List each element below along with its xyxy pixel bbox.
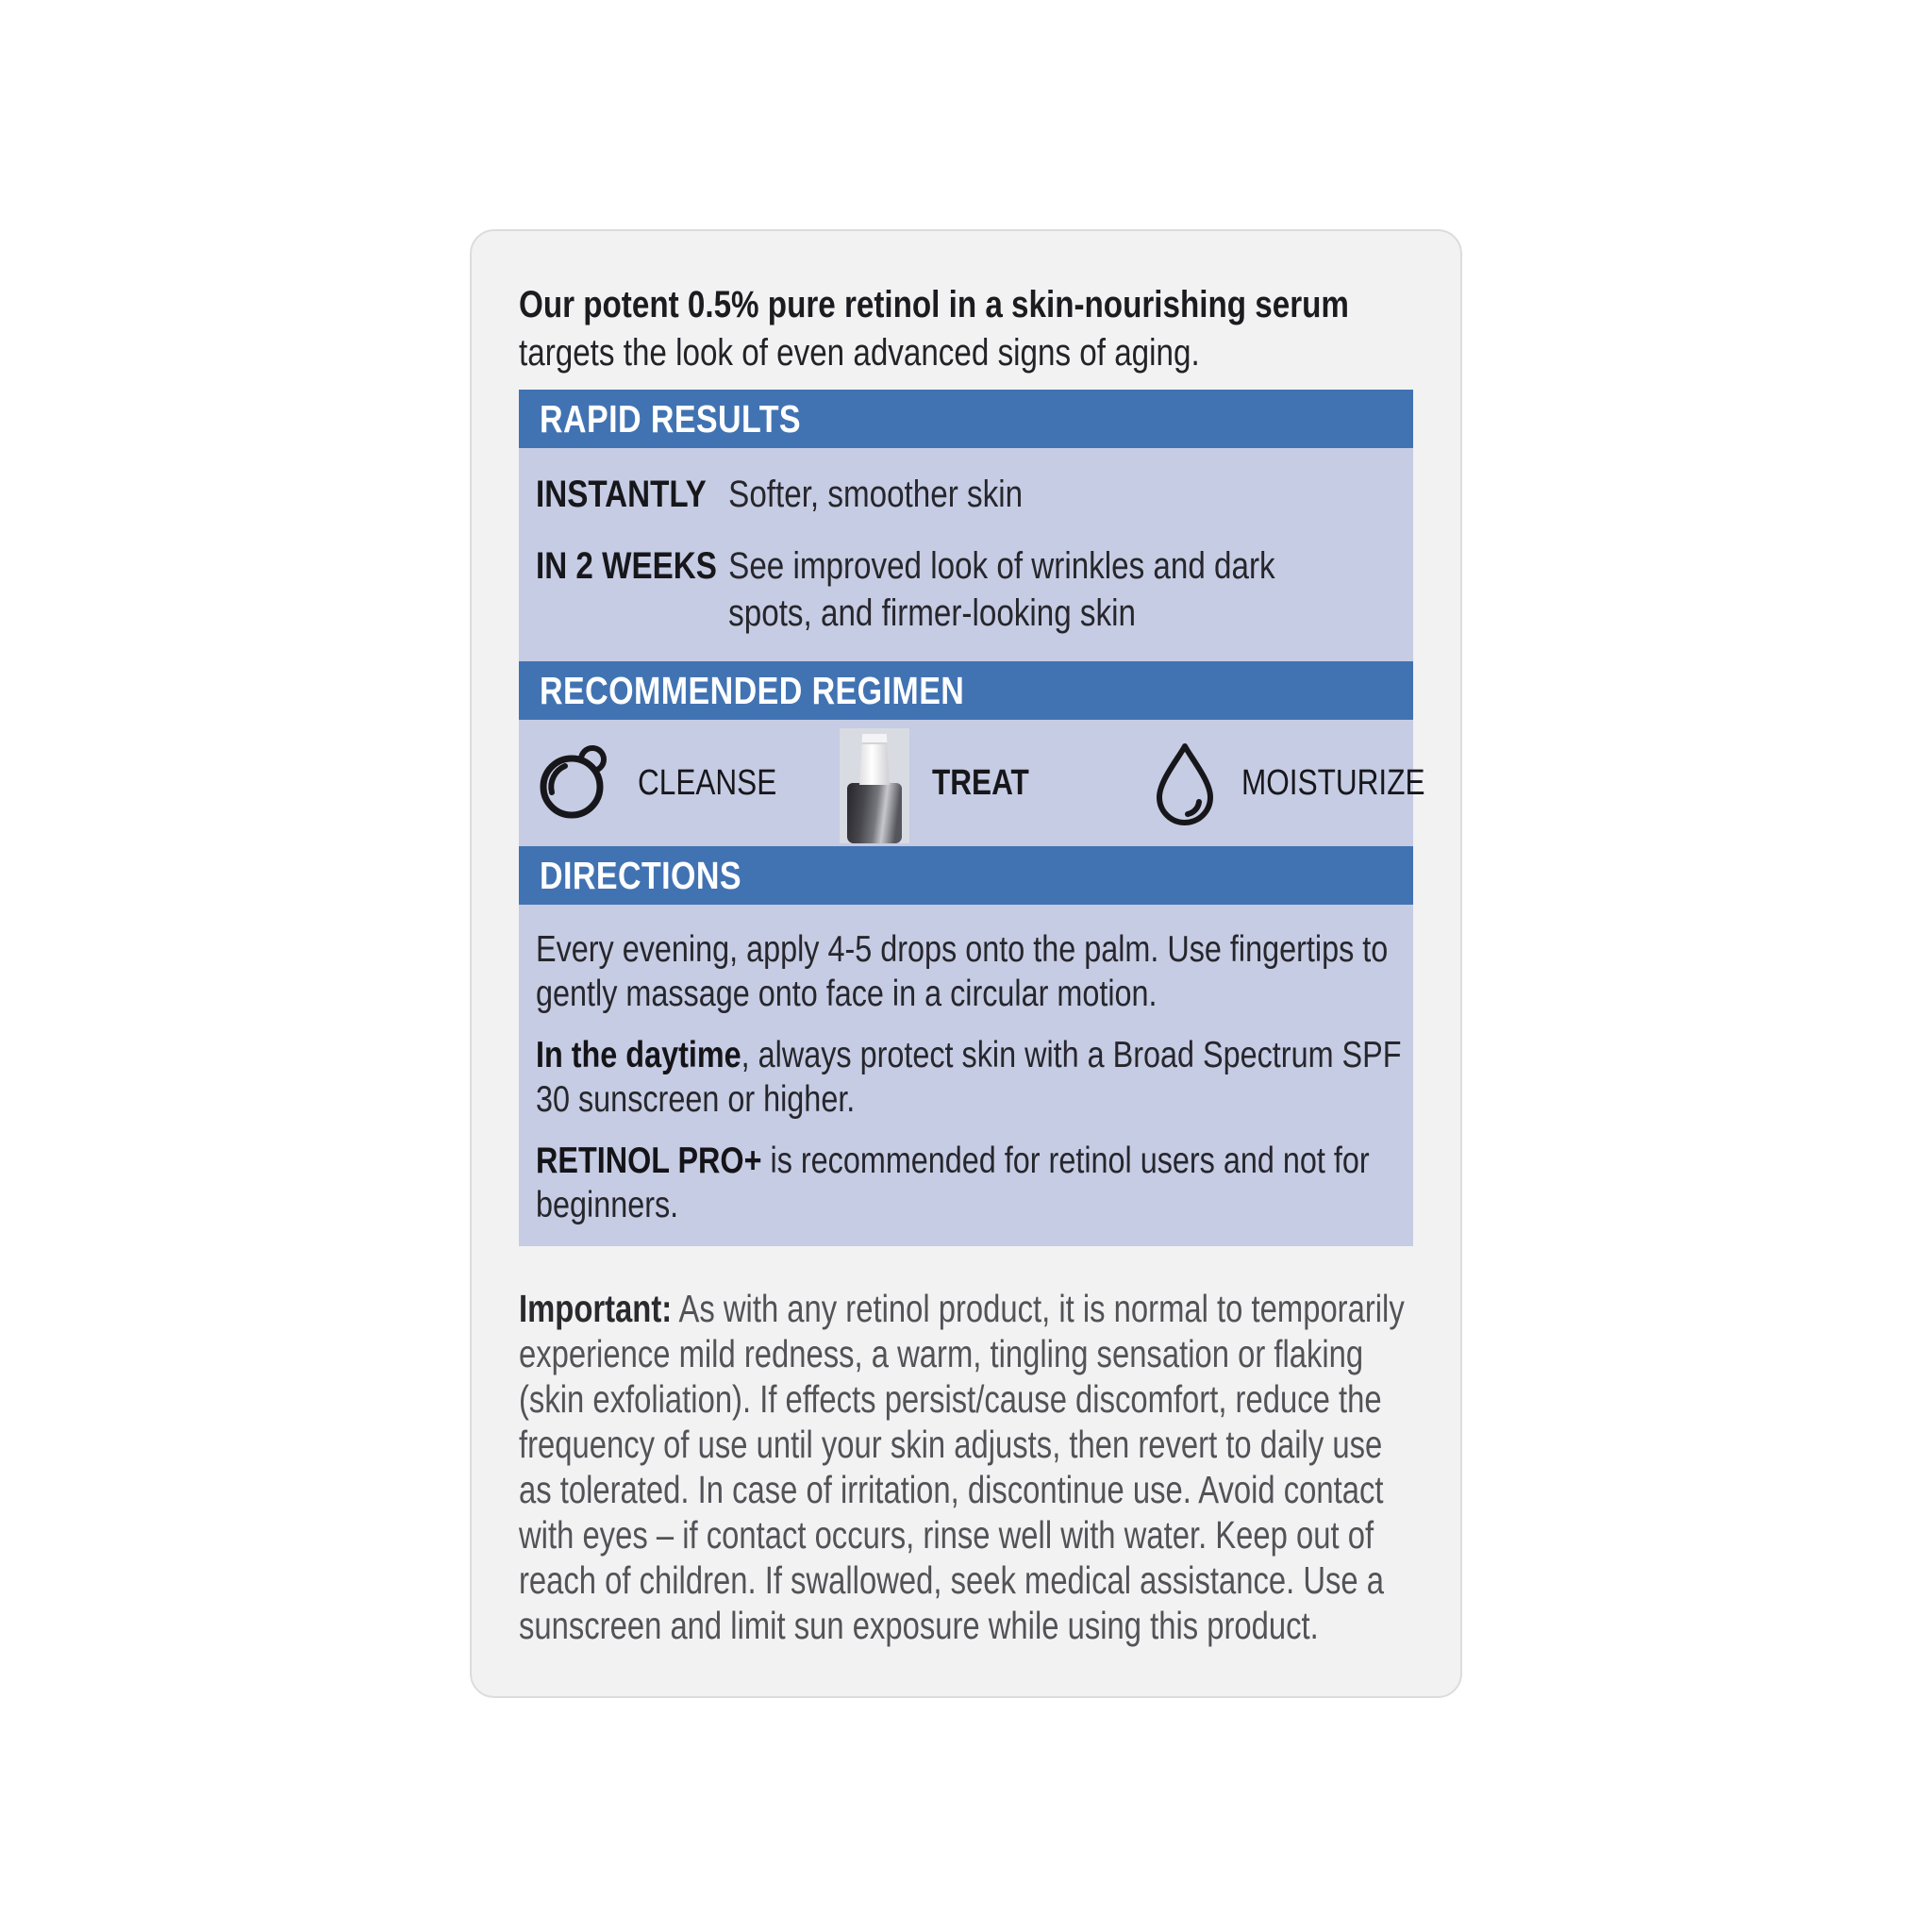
directions-paragraph-retinol-pro bbox=[536, 1139, 1413, 1227]
regimen-step-moisturize bbox=[1151, 740, 1462, 826]
rapid-results-header-text: RAPID RESULTS bbox=[540, 396, 802, 441]
directions-panel bbox=[519, 905, 1413, 1246]
regimen-step-cleanse bbox=[536, 740, 840, 826]
intro-paragraph bbox=[519, 281, 1413, 377]
intro-bold-line: Our potent 0.5% pure retinol in a skin-nourishing serum bbox=[519, 284, 1349, 325]
directions-header-bar bbox=[519, 846, 1413, 905]
result-row-text: See improved look of wrinkles and dark spots, and firmer-looking skin bbox=[728, 545, 1275, 634]
label-content bbox=[472, 281, 1460, 1648]
paragraph-text: is recommended for retinol users and not for beginners. bbox=[536, 1141, 1370, 1225]
regimen-step-label: MOISTURIZE bbox=[1241, 762, 1425, 803]
directions-paragraphs bbox=[536, 927, 1413, 1227]
paragraph-text: Every evening, apply 4-5 drops onto the palm. Use fingertips to gently massage onto face in a circular motion. bbox=[536, 929, 1389, 1014]
result-row-label: IN 2 WEEKS bbox=[536, 545, 717, 587]
result-row-in-2-weeks bbox=[536, 542, 1413, 637]
intro-regular-line: targets the look of even advanced signs of aging. bbox=[519, 332, 1200, 374]
regimen-step-label: TREAT bbox=[932, 762, 1029, 803]
directions-paragraph-daytime bbox=[536, 1033, 1413, 1122]
regimen-header-text: RECOMMENDED REGIMEN bbox=[540, 668, 965, 712]
bottle-body bbox=[847, 783, 902, 843]
paragraph-bold-text: In the daytime bbox=[536, 1035, 741, 1075]
result-row-text: Softer, smoother skin bbox=[728, 474, 1024, 515]
paragraph-bold-text: RETINOL PRO+ bbox=[536, 1141, 762, 1181]
directions-header-text: DIRECTIONS bbox=[540, 853, 742, 897]
important-notice bbox=[519, 1286, 1413, 1648]
cleanse-bubble-icon bbox=[536, 740, 615, 826]
important-notice-text-wrap bbox=[519, 1286, 1413, 1648]
water-drop-icon bbox=[1151, 740, 1219, 826]
rapid-results-header-bar bbox=[519, 390, 1413, 448]
directions-paragraph-evening bbox=[536, 927, 1413, 1016]
regimen-step-treat bbox=[840, 723, 1151, 843]
rapid-results-panel bbox=[519, 448, 1413, 661]
important-label: Important: bbox=[519, 1287, 673, 1330]
bottle-dropper-cap bbox=[859, 734, 890, 785]
paragraph-text: , always protect skin with a Broad Spectrum SPF 30 sunscreen or higher. bbox=[536, 1035, 1402, 1120]
result-row-label: INSTANTLY bbox=[536, 474, 707, 515]
regimen-step-label: CLEANSE bbox=[638, 762, 777, 803]
regimen-panel bbox=[519, 720, 1425, 846]
rapid-results-rows bbox=[536, 471, 1413, 637]
important-body-text: As with any retinol product, it is normal to temporarily experience mild redness, a warm, tingling sensation or flaking (skin exfoliation). If effects persist/cause discomfort, reduce the frequency of use until your skin adjusts, then revert to daily use as tolerated. In case of irritation, discontinue use. Avoid contact with eyes – if contact occurs, rinse well with water. Keep out of reach of children. If swallowed, seek medical assistance. Use a sunscreen and limit sun exposure while using this product. bbox=[519, 1287, 1405, 1647]
regimen-header-bar bbox=[519, 661, 1413, 720]
product-label-card bbox=[470, 229, 1462, 1698]
serum-bottle-icon bbox=[840, 728, 909, 843]
result-row-instantly bbox=[536, 471, 1413, 518]
